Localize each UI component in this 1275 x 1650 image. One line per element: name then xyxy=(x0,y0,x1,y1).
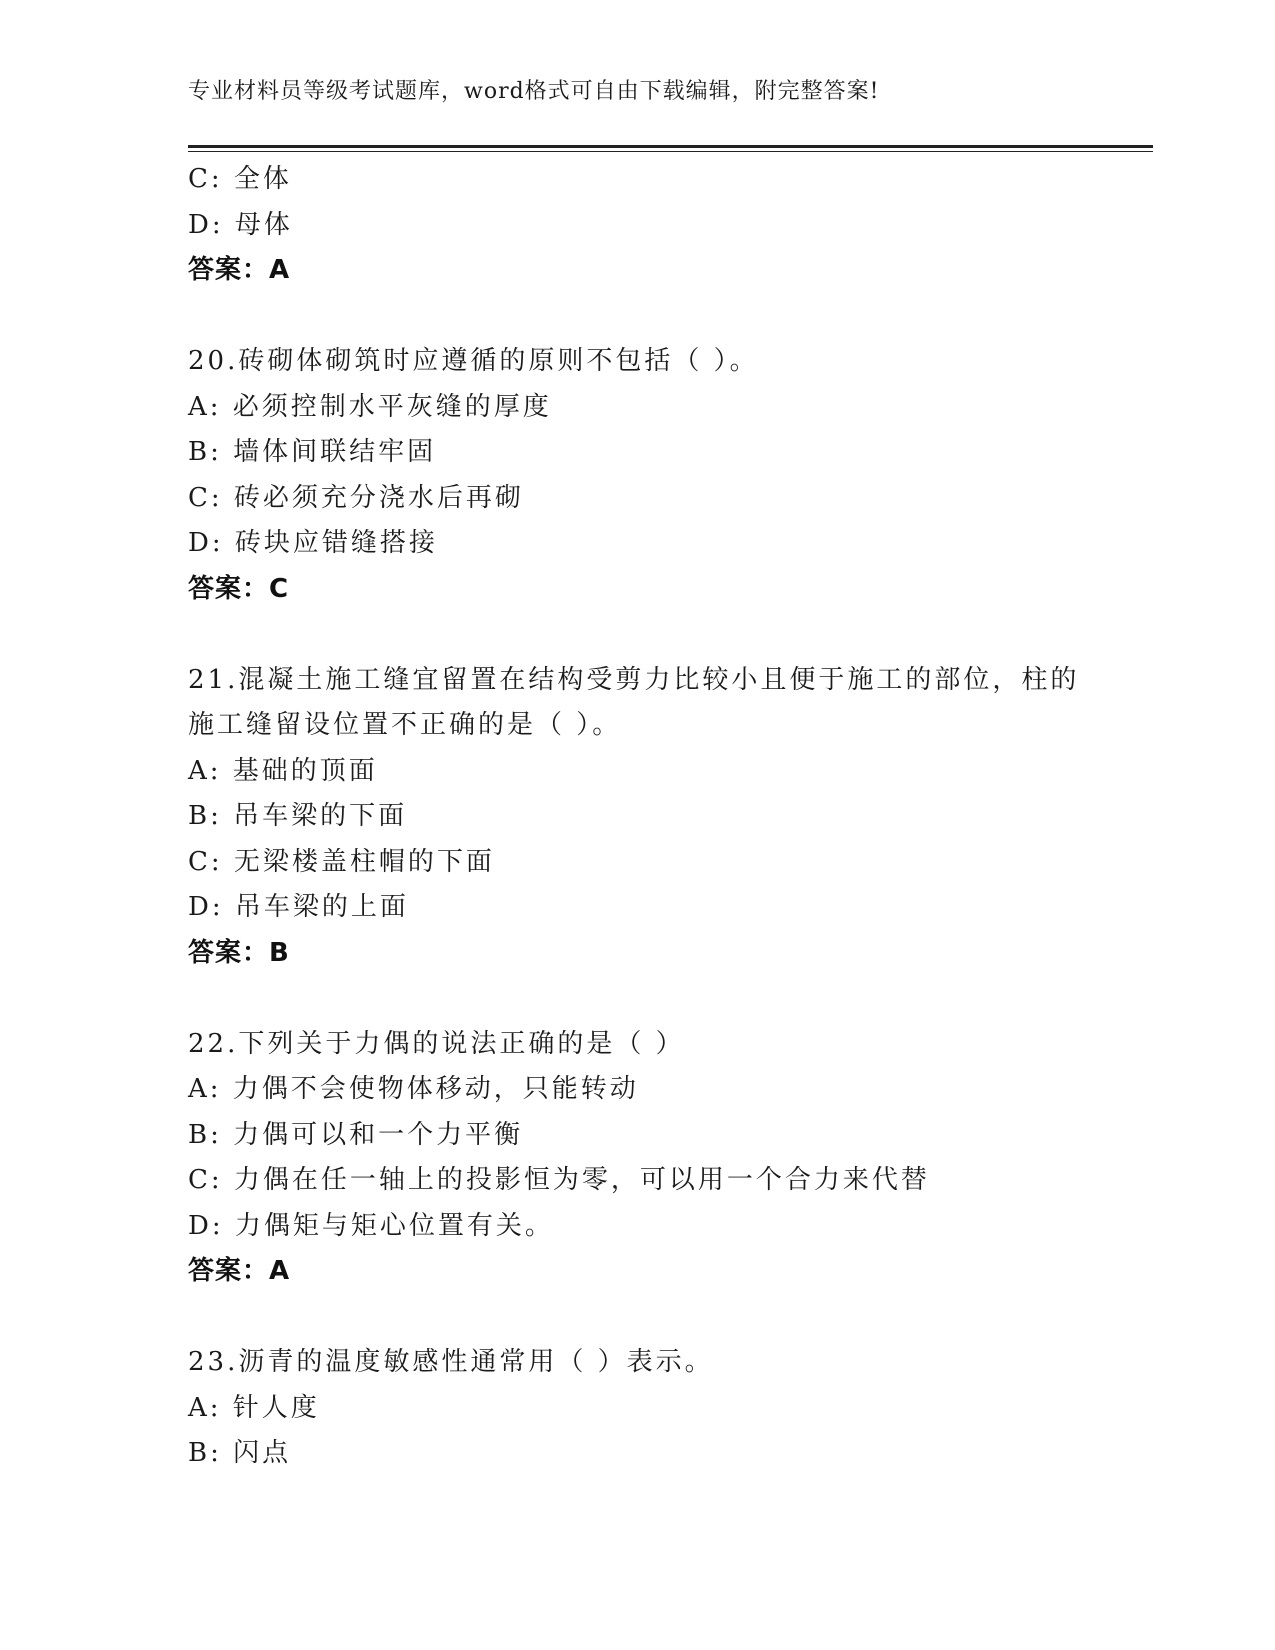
spacer xyxy=(188,976,1088,1022)
question-stem: 20.砖砌体砌筑时应遵循的原则不包括（ ）。 xyxy=(188,346,759,376)
option-line: D: 砖块应错缝搭接 xyxy=(188,528,438,558)
question-stem: 施工缝留设位置不正确的是（ ）。 xyxy=(188,710,622,740)
option-line: B: 闪点 xyxy=(188,1438,292,1468)
option-line: A: 基础的顶面 xyxy=(188,755,378,786)
option-line: D: 母体 xyxy=(188,209,293,240)
option-line: B: 力偶可以和一个力平衡 xyxy=(188,1119,524,1150)
spacer xyxy=(188,612,1088,658)
option-line: A: 针人度 xyxy=(188,1392,320,1423)
answer-line: 答案：B xyxy=(188,937,290,968)
option-line: C: 全体 xyxy=(188,164,292,194)
answer-line: 答案：C xyxy=(188,573,290,604)
option-line: C: 力偶在任一轴上的投影恒为零，可以用一个合力来代替 xyxy=(188,1165,930,1195)
header-divider-thin xyxy=(188,151,1153,152)
question-block xyxy=(188,1022,1088,1295)
question-block xyxy=(188,157,1088,294)
question-stem: 21.混凝土施工缝宜留置在结构受剪力比较小且便于施工的部位，柱的 xyxy=(188,664,1080,695)
option-line: B: 墙体间联结牢固 xyxy=(188,437,437,467)
option-line: A: 力偶不会使物体移动，只能转动 xyxy=(188,1074,639,1104)
option-line: C: 砖必须充分浇水后再砌 xyxy=(188,482,524,513)
question-stem: 22.下列关于力偶的说法正确的是（ ） xyxy=(188,1028,685,1059)
question-stem: 23.沥青的温度敏感性通常用（ ）表示。 xyxy=(188,1347,714,1377)
header-divider-thick xyxy=(188,145,1153,148)
question-block xyxy=(188,339,1088,612)
spacer xyxy=(188,294,1088,340)
question-block xyxy=(188,1340,1088,1477)
page-header-title: 专业材料员等级考试题库，word格式可自由下载编辑，附完整答案! xyxy=(188,79,880,104)
option-line: C: 无梁楼盖柱帽的下面 xyxy=(188,846,495,877)
option-line: D: 吊车梁的上面 xyxy=(188,892,409,922)
answer-line: 答案：A xyxy=(188,255,291,285)
answer-line: 答案：A xyxy=(188,1256,291,1286)
spacer xyxy=(188,1295,1088,1341)
option-line: A: 必须控制水平灰缝的厚度 xyxy=(188,391,552,422)
question-block xyxy=(188,658,1088,977)
option-line: D: 力偶矩与矩心位置有关。 xyxy=(188,1210,554,1241)
option-line: B: 吊车梁的下面 xyxy=(188,801,408,831)
question-content xyxy=(188,157,1088,1477)
